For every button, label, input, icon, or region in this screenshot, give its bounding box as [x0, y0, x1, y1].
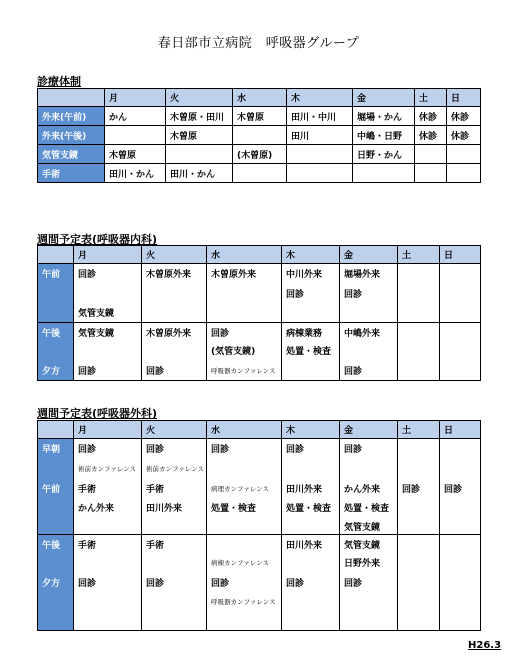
day-header: 日	[440, 421, 481, 439]
schedule-row	[38, 107, 481, 126]
internal-table	[37, 245, 481, 381]
schedule-cell	[282, 439, 340, 535]
cell-line: 回診	[286, 290, 305, 300]
cell-line: 回診	[286, 579, 305, 589]
cell-line: 術前カンファレンス	[78, 465, 137, 473]
schedule-cell	[142, 264, 207, 323]
schedule-cell	[440, 264, 481, 323]
schedule-cell	[340, 323, 398, 381]
cell-line: 田川外来	[286, 485, 323, 495]
row-header: 気管支鏡	[38, 145, 105, 164]
schedule-cell: 田川・かん	[105, 164, 166, 183]
schedule-cell	[440, 535, 481, 631]
schedule-cell: 堀場・かん	[353, 107, 415, 126]
schedule-header-row	[38, 89, 481, 107]
cell-line: 回診	[211, 329, 230, 339]
cell-line: 手術	[78, 541, 97, 551]
internal-header-row	[38, 246, 481, 264]
cell-line: 呼吸器カンファレンス	[211, 598, 276, 606]
schedule-cell	[398, 535, 440, 631]
period-label-pm: 午後	[42, 541, 61, 551]
internal-pm-row	[38, 323, 481, 381]
day-header: 木	[282, 246, 340, 264]
schedule-cell	[142, 535, 207, 631]
schedule-cell	[353, 164, 415, 183]
schedule-cell	[233, 164, 287, 183]
day-header: 土	[415, 89, 447, 107]
schedule-cell: 田川・かん	[166, 164, 233, 183]
schedule-cell	[287, 145, 353, 164]
cell-line: 田川外来	[286, 541, 323, 551]
cell-line: 回診	[444, 485, 463, 495]
cell-line: 回診	[344, 445, 363, 455]
day-header: 木	[282, 421, 340, 439]
surgery-header-row	[38, 421, 481, 439]
schedule-cell	[440, 439, 481, 535]
schedule-cell	[74, 439, 142, 535]
cell-line: かん外来	[344, 485, 381, 495]
cell-line: 処置・検査	[211, 504, 257, 514]
row-header: 手術	[38, 164, 105, 183]
cell-line: 回診	[146, 445, 165, 455]
period-header	[38, 323, 74, 381]
header-corner	[38, 89, 105, 107]
schedule-cell	[447, 164, 481, 183]
cell-line: 木曽原外来	[211, 270, 257, 280]
cell-line: (気管支鏡)	[211, 347, 256, 357]
cell-line: 日野外来	[344, 559, 381, 569]
schedule-cell: (木曽原)	[233, 145, 287, 164]
day-header: 水	[207, 246, 282, 264]
schedule-cell: 休診	[447, 107, 481, 126]
cell-line: 回診	[402, 485, 421, 495]
period-label-eve: 夕方	[42, 367, 61, 377]
day-header: 火	[142, 246, 207, 264]
period-label-pm: 午後	[42, 329, 61, 339]
cell-line: かん外来	[78, 504, 115, 514]
schedule-table	[37, 88, 481, 183]
cell-line: 気管支鏡	[344, 541, 381, 551]
cell-line: 回診	[146, 579, 165, 589]
cell-line: 回診	[344, 290, 363, 300]
cell-line: 中川外来	[286, 270, 323, 280]
period-header	[38, 264, 74, 323]
cell-line: 回診	[344, 579, 363, 589]
cell-line: 病棟業務	[286, 329, 323, 339]
schedule-cell: 木曽原・田川	[166, 107, 233, 126]
schedule-cell	[415, 164, 447, 183]
schedule-cell	[282, 323, 340, 381]
surgery-section-title: 週間予定表(呼吸器外科)	[37, 407, 158, 420]
schedule-cell	[207, 264, 282, 323]
schedule-cell: 田川	[287, 126, 353, 145]
period-label-am: 午前	[42, 485, 61, 495]
cell-line: 術前カンファレンス	[146, 465, 205, 473]
schedule-cell	[398, 439, 440, 535]
schedule-cell: 木曽原	[105, 145, 166, 164]
day-header: 月	[74, 421, 142, 439]
schedule-cell	[142, 439, 207, 535]
day-header: 水	[233, 89, 287, 107]
row-header: 外来(午後)	[38, 126, 105, 145]
day-header: 金	[340, 421, 398, 439]
day-header: 月	[74, 246, 142, 264]
schedule-cell	[74, 323, 142, 381]
period-label-am: 午前	[42, 270, 61, 280]
header-corner	[38, 246, 74, 264]
cell-line: 手術	[146, 541, 165, 551]
schedule-cell	[440, 323, 481, 381]
period-label-eve: 夕方	[42, 579, 61, 589]
cell-line: 手術	[146, 485, 165, 495]
day-header: 火	[166, 89, 233, 107]
cell-line: 堀場外来	[344, 270, 381, 280]
footer-version: H26.3	[468, 640, 502, 651]
cell-line: 処置・検査	[286, 347, 332, 357]
schedule-cell	[340, 535, 398, 631]
day-header: 日	[440, 246, 481, 264]
surgery-am-row	[38, 439, 481, 535]
day-header: 水	[207, 421, 282, 439]
cell-line: 田川外来	[146, 504, 183, 514]
cell-line: 処置・検査	[344, 504, 390, 514]
schedule-cell	[74, 264, 142, 323]
day-header: 月	[105, 89, 166, 107]
schedule-section-title: 診療体制	[37, 75, 81, 88]
schedule-cell	[398, 323, 440, 381]
schedule-row	[38, 145, 481, 164]
schedule-cell	[166, 145, 233, 164]
cell-line: 回診	[286, 445, 305, 455]
schedule-cell: 中嶋・日野	[353, 126, 415, 145]
day-header: 金	[340, 246, 398, 264]
day-header: 火	[142, 421, 207, 439]
schedule-cell	[207, 535, 282, 631]
schedule-cell	[340, 439, 398, 535]
cell-line: 回診	[211, 579, 230, 589]
page-title: 春日部市立病院 呼吸器グループ	[157, 36, 360, 51]
cell-line: 回診	[78, 579, 97, 589]
period-header	[38, 535, 74, 631]
day-header: 金	[353, 89, 415, 107]
cell-line: 気管支鏡	[78, 309, 115, 319]
cell-line: 回診	[78, 367, 97, 377]
schedule-cell	[282, 535, 340, 631]
schedule-cell	[233, 126, 287, 145]
row-header: 外来(午前)	[38, 107, 105, 126]
schedule-cell	[287, 164, 353, 183]
header-corner	[38, 421, 74, 439]
surgery-pm-row	[38, 535, 481, 631]
schedule-cell	[282, 264, 340, 323]
cell-line: 回診	[344, 367, 363, 377]
schedule-cell	[340, 264, 398, 323]
day-header: 土	[398, 246, 440, 264]
cell-line: 回診	[211, 445, 230, 455]
schedule-cell: 田川・中川	[287, 107, 353, 126]
cell-line: 気管支鏡	[344, 523, 381, 533]
internal-am-row	[38, 264, 481, 323]
schedule-cell	[398, 264, 440, 323]
schedule-cell: 木曽原	[166, 126, 233, 145]
schedule-cell: 日野・かん	[353, 145, 415, 164]
cell-line: 気管支鏡	[78, 329, 115, 339]
cell-line: 病棟カンファレンス	[211, 559, 270, 567]
schedule-cell	[207, 323, 282, 381]
schedule-cell: 休診	[415, 126, 447, 145]
cell-line: 回診	[78, 270, 97, 280]
schedule-cell	[105, 126, 166, 145]
cell-line: 呼吸器カンファレンス	[211, 367, 276, 375]
schedule-cell	[207, 439, 282, 535]
day-header: 木	[287, 89, 353, 107]
cell-line: 処置・検査	[286, 504, 332, 514]
schedule-row	[38, 126, 481, 145]
period-header	[38, 439, 74, 535]
schedule-cell	[142, 323, 207, 381]
day-header: 土	[398, 421, 440, 439]
schedule-cell: 休診	[415, 107, 447, 126]
cell-line: 回診	[78, 445, 97, 455]
schedule-cell: かん	[105, 107, 166, 126]
cell-line: 手術	[78, 485, 97, 495]
internal-section-title: 週間予定表(呼吸器内科)	[37, 233, 158, 246]
schedule-cell	[74, 535, 142, 631]
cell-line: 木曽原外来	[146, 329, 192, 339]
day-header: 日	[447, 89, 481, 107]
cell-line: 病理カンファレンス	[211, 485, 270, 493]
schedule-cell	[415, 145, 447, 164]
schedule-row	[38, 164, 481, 183]
schedule-cell	[447, 145, 481, 164]
surgery-table	[37, 420, 481, 631]
cell-line: 木曽原外来	[146, 270, 192, 280]
cell-line: 回診	[146, 367, 165, 377]
schedule-cell: 木曽原	[233, 107, 287, 126]
period-label-early: 早朝	[42, 445, 61, 455]
schedule-cell: 休診	[447, 126, 481, 145]
cell-line: 中嶋外来	[344, 329, 381, 339]
